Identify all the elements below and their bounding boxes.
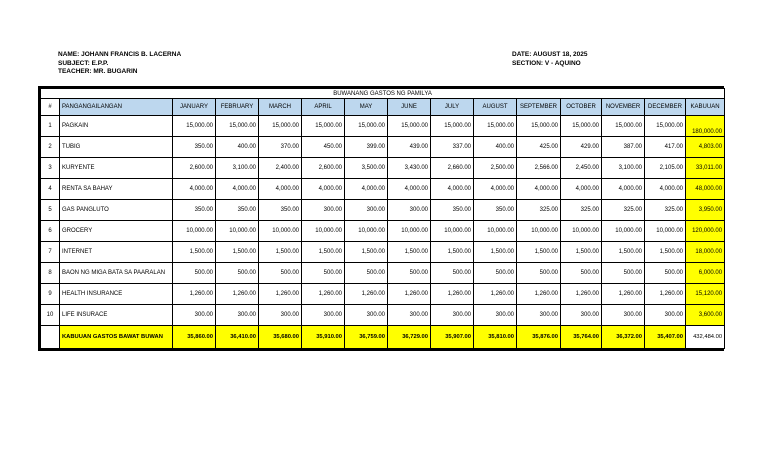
monthly-amount: 1,260.00 <box>431 284 474 305</box>
monthly-amount: 1,260.00 <box>561 284 602 305</box>
monthly-amount: 1,260.00 <box>517 284 561 305</box>
monthly-amount: 439.00 <box>388 137 431 158</box>
expense-label: PAGKAIN <box>60 116 173 137</box>
column-header: JUNE <box>388 99 431 116</box>
monthly-amount: 2,500.00 <box>474 158 517 179</box>
row-total: 18,000.00 <box>686 242 725 263</box>
monthly-total: 35,876.00 <box>517 326 561 349</box>
monthly-total: 35,764.00 <box>561 326 602 349</box>
expense-table <box>40 88 725 349</box>
monthly-amount: 4,000.00 <box>216 179 259 200</box>
expense-label: RENTA SA BAHAY <box>60 179 173 200</box>
monthly-amount: 300.00 <box>345 305 388 326</box>
monthly-amount: 1,260.00 <box>602 284 645 305</box>
monthly-total: 35,680.00 <box>259 326 302 349</box>
monthly-amount: 3,430.00 <box>388 158 431 179</box>
table-row <box>41 263 725 284</box>
monthly-amount: 2,660.00 <box>431 158 474 179</box>
expense-label: KURYENTE <box>60 158 173 179</box>
monthly-amount: 300.00 <box>517 305 561 326</box>
column-header: JANUARY <box>173 99 216 116</box>
monthly-amount: 15,000.00 <box>345 116 388 137</box>
monthly-amount: 425.00 <box>517 137 561 158</box>
monthly-amount: 10,000.00 <box>216 221 259 242</box>
name-line: NAME: JOHANN FRANCIS B. LACERNA <box>58 51 182 58</box>
monthly-amount: 15,000.00 <box>561 116 602 137</box>
table-title: BUWANANG GASTOS NG PAMILYA <box>41 89 725 99</box>
monthly-amount: 500.00 <box>259 263 302 284</box>
expense-sheet <box>38 86 724 351</box>
monthly-amount: 1,500.00 <box>474 242 517 263</box>
monthly-total: 36,372.00 <box>602 326 645 349</box>
monthly-amount: 300.00 <box>345 200 388 221</box>
table-row <box>41 137 725 158</box>
column-header: OCTOBER <box>561 99 602 116</box>
monthly-amount: 500.00 <box>431 263 474 284</box>
table-row <box>41 158 725 179</box>
monthly-amount: 350.00 <box>216 200 259 221</box>
monthly-amount: 2,105.00 <box>645 158 686 179</box>
monthly-total: 35,810.00 <box>474 326 517 349</box>
monthly-amount: 4,000.00 <box>431 179 474 200</box>
monthly-amount: 10,000.00 <box>561 221 602 242</box>
row-number: 10 <box>41 305 60 326</box>
monthly-total: 35,910.00 <box>302 326 345 349</box>
monthly-amount: 337.00 <box>431 137 474 158</box>
monthly-amount: 300.00 <box>216 305 259 326</box>
row-number: 3 <box>41 158 60 179</box>
column-header: FEBRUARY <box>216 99 259 116</box>
row-number: 1 <box>41 116 60 137</box>
table-body <box>41 116 725 349</box>
monthly-amount: 10,000.00 <box>474 221 517 242</box>
column-header: KABUUAN <box>686 99 725 116</box>
monthly-amount: 400.00 <box>216 137 259 158</box>
monthly-amount: 300.00 <box>388 200 431 221</box>
monthly-amount: 2,450.00 <box>561 158 602 179</box>
table-row <box>41 200 725 221</box>
monthly-amount: 1,500.00 <box>431 242 474 263</box>
monthly-amount: 3,100.00 <box>216 158 259 179</box>
monthly-amount: 15,000.00 <box>259 116 302 137</box>
monthly-amount: 300.00 <box>259 305 302 326</box>
monthly-amount: 500.00 <box>216 263 259 284</box>
monthly-amount: 300.00 <box>561 305 602 326</box>
monthly-amount: 15,000.00 <box>173 116 216 137</box>
monthly-amount: 10,000.00 <box>345 221 388 242</box>
expense-label: GAS PANGLUTO <box>60 200 173 221</box>
section-line: SECTION: V - AQUINO <box>512 59 581 67</box>
expense-label: INTERNET <box>60 242 173 263</box>
expense-label: LIFE INSURACE <box>60 305 173 326</box>
row-number: 6 <box>41 221 60 242</box>
row-number: 2 <box>41 137 60 158</box>
monthly-amount: 370.00 <box>259 137 302 158</box>
monthly-amount: 500.00 <box>517 263 561 284</box>
monthly-amount: 387.00 <box>602 137 645 158</box>
expense-label: GROCERY <box>60 221 173 242</box>
row-number: 5 <box>41 200 60 221</box>
monthly-amount: 4,000.00 <box>474 179 517 200</box>
monthly-amount: 300.00 <box>173 305 216 326</box>
monthly-amount: 15,000.00 <box>216 116 259 137</box>
row-number: 9 <box>41 284 60 305</box>
expense-label: TUBIG <box>60 137 173 158</box>
date-line: DATE: AUGUST 18, 2025 <box>512 51 588 58</box>
monthly-amount: 500.00 <box>388 263 431 284</box>
monthly-amount: 4,000.00 <box>645 179 686 200</box>
monthly-amount: 1,260.00 <box>345 284 388 305</box>
column-header: AUGUST <box>474 99 517 116</box>
monthly-amount: 1,500.00 <box>517 242 561 263</box>
monthly-amount: 1,260.00 <box>216 284 259 305</box>
grand-total: 432,484.00 <box>686 326 725 349</box>
monthly-amount: 1,260.00 <box>259 284 302 305</box>
row-total: 48,000.00 <box>686 179 725 200</box>
monthly-amount: 15,000.00 <box>517 116 561 137</box>
monthly-amount: 350.00 <box>173 200 216 221</box>
monthly-amount: 1,260.00 <box>302 284 345 305</box>
column-header-row <box>41 99 725 116</box>
row-total: 3,600.00 <box>686 305 725 326</box>
monthly-amount: 4,000.00 <box>345 179 388 200</box>
monthly-amount: 15,000.00 <box>431 116 474 137</box>
column-header: MAY <box>345 99 388 116</box>
column-header: MARCH <box>259 99 302 116</box>
monthly-amount: 300.00 <box>474 305 517 326</box>
column-header: # <box>41 99 60 116</box>
monthly-amount: 1,260.00 <box>645 284 686 305</box>
monthly-amount: 4,000.00 <box>259 179 302 200</box>
monthly-amount: 500.00 <box>302 263 345 284</box>
monthly-amount: 300.00 <box>645 305 686 326</box>
monthly-amount: 300.00 <box>302 200 345 221</box>
monthly-amount: 1,500.00 <box>259 242 302 263</box>
monthly-amount: 10,000.00 <box>302 221 345 242</box>
subject-line: SUBJECT: E.P.P. <box>58 59 109 67</box>
monthly-amount: 350.00 <box>173 137 216 158</box>
monthly-amount: 500.00 <box>474 263 517 284</box>
monthly-amount: 3,500.00 <box>345 158 388 179</box>
monthly-amount: 1,500.00 <box>345 242 388 263</box>
monthly-amount: 1,500.00 <box>302 242 345 263</box>
teacher-line: TEACHER: MR. BUGARIN <box>58 68 138 75</box>
monthly-amount: 500.00 <box>173 263 216 284</box>
monthly-amount: 4,000.00 <box>388 179 431 200</box>
monthly-amount: 1,500.00 <box>602 242 645 263</box>
table-row <box>41 284 725 305</box>
monthly-amount: 500.00 <box>602 263 645 284</box>
monthly-amount: 10,000.00 <box>388 221 431 242</box>
column-header: APRIL <box>302 99 345 116</box>
monthly-amount: 10,000.00 <box>517 221 561 242</box>
date-info <box>512 51 588 68</box>
row-total: 3,950.00 <box>686 200 725 221</box>
monthly-amount: 4,000.00 <box>302 179 345 200</box>
monthly-amount: 325.00 <box>645 200 686 221</box>
row-total: 180,000.00 <box>686 116 725 137</box>
monthly-amount: 15,000.00 <box>602 116 645 137</box>
row-number: 8 <box>41 263 60 284</box>
column-header: PANGANGAILANGAN <box>60 99 173 116</box>
column-header: SEPTEMBER <box>517 99 561 116</box>
monthly-amount: 325.00 <box>517 200 561 221</box>
monthly-amount: 500.00 <box>561 263 602 284</box>
table-row <box>41 242 725 263</box>
monthly-amount: 15,000.00 <box>302 116 345 137</box>
monthly-amount: 2,566.00 <box>517 158 561 179</box>
monthly-amount: 1,500.00 <box>561 242 602 263</box>
table-row <box>41 221 725 242</box>
monthly-amount: 400.00 <box>474 137 517 158</box>
monthly-amount: 300.00 <box>302 305 345 326</box>
monthly-total: 35,407.00 <box>645 326 686 349</box>
monthly-amount: 4,000.00 <box>173 179 216 200</box>
monthly-total: 36,729.00 <box>388 326 431 349</box>
table-row <box>41 305 725 326</box>
monthly-amount: 325.00 <box>561 200 602 221</box>
monthly-amount: 1,500.00 <box>173 242 216 263</box>
monthly-amount: 2,600.00 <box>173 158 216 179</box>
expense-label: BAON NG MIGA BATA SA PAARALAN <box>60 263 173 284</box>
monthly-amount: 3,100.00 <box>602 158 645 179</box>
monthly-amount: 350.00 <box>431 200 474 221</box>
monthly-amount: 15,000.00 <box>474 116 517 137</box>
monthly-amount: 1,260.00 <box>474 284 517 305</box>
monthly-amount: 1,260.00 <box>388 284 431 305</box>
blank-cell <box>41 326 60 349</box>
monthly-amount: 1,500.00 <box>645 242 686 263</box>
row-number: 7 <box>41 242 60 263</box>
monthly-amount: 2,400.00 <box>259 158 302 179</box>
monthly-amount: 2,600.00 <box>302 158 345 179</box>
table-row <box>41 116 725 137</box>
row-number: 4 <box>41 179 60 200</box>
monthly-total: 36,410.00 <box>216 326 259 349</box>
monthly-amount: 417.00 <box>645 137 686 158</box>
monthly-amount: 15,000.00 <box>645 116 686 137</box>
column-header: NOVEMBER <box>602 99 645 116</box>
monthly-amount: 325.00 <box>602 200 645 221</box>
row-total: 6,000.00 <box>686 263 725 284</box>
monthly-amount: 500.00 <box>645 263 686 284</box>
monthly-amount: 450.00 <box>302 137 345 158</box>
monthly-amount: 300.00 <box>602 305 645 326</box>
monthly-amount: 10,000.00 <box>645 221 686 242</box>
row-total: 120,000.00 <box>686 221 725 242</box>
monthly-amount: 10,000.00 <box>173 221 216 242</box>
table-row <box>41 179 725 200</box>
monthly-amount: 10,000.00 <box>259 221 302 242</box>
monthly-amount: 15,000.00 <box>388 116 431 137</box>
totals-label: KABUUAN GASTOS BAWAT BUWAN <box>60 326 173 349</box>
column-header: JULY <box>431 99 474 116</box>
monthly-amount: 1,500.00 <box>388 242 431 263</box>
monthly-amount: 350.00 <box>474 200 517 221</box>
monthly-total: 36,759.00 <box>345 326 388 349</box>
monthly-amount: 500.00 <box>345 263 388 284</box>
monthly-totals-row <box>41 326 725 349</box>
monthly-total: 35,907.00 <box>431 326 474 349</box>
expense-label: HEALTH INSURANCE <box>60 284 173 305</box>
monthly-amount: 4,000.00 <box>517 179 561 200</box>
monthly-amount: 300.00 <box>388 305 431 326</box>
monthly-amount: 1,500.00 <box>216 242 259 263</box>
monthly-amount: 429.00 <box>561 137 602 158</box>
monthly-amount: 1,260.00 <box>173 284 216 305</box>
row-total: 4,803.00 <box>686 137 725 158</box>
monthly-amount: 10,000.00 <box>602 221 645 242</box>
row-total: 33,011.00 <box>686 158 725 179</box>
monthly-amount: 399.00 <box>345 137 388 158</box>
row-total: 15,120.00 <box>686 284 725 305</box>
monthly-amount: 4,000.00 <box>602 179 645 200</box>
monthly-total: 35,860.00 <box>173 326 216 349</box>
monthly-amount: 10,000.00 <box>431 221 474 242</box>
column-header: DECEMBER <box>645 99 686 116</box>
monthly-amount: 350.00 <box>259 200 302 221</box>
monthly-amount: 300.00 <box>431 305 474 326</box>
student-info <box>58 51 181 77</box>
monthly-amount: 4,000.00 <box>561 179 602 200</box>
